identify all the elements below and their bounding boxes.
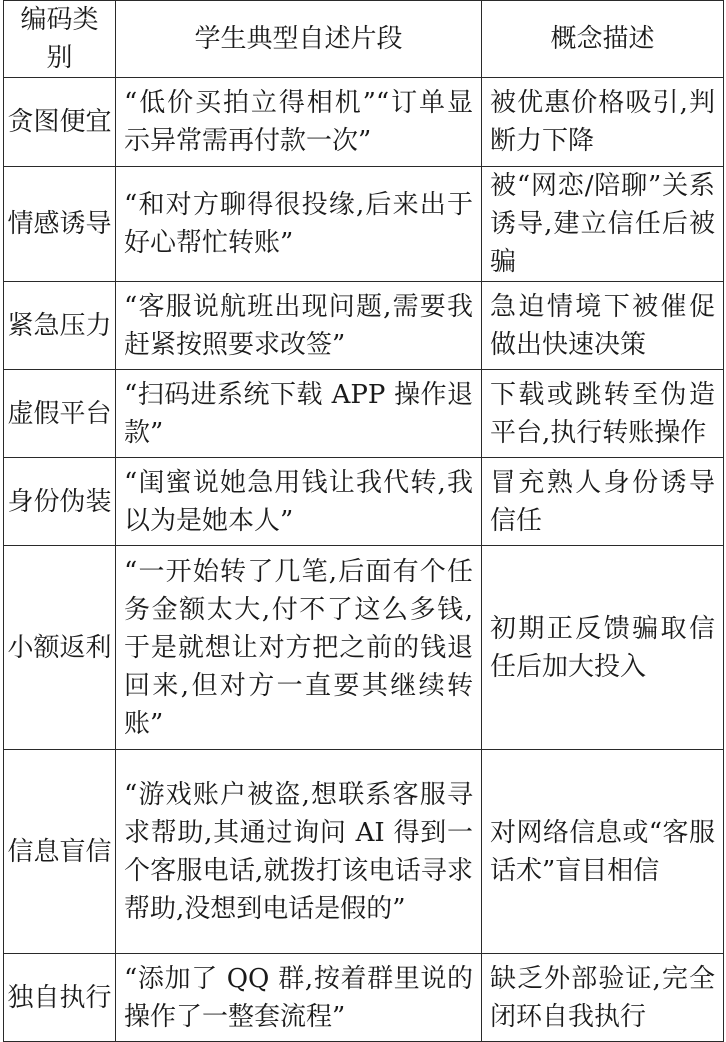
category-cell: 贪图便宜 bbox=[4, 78, 116, 167]
quote-cell: “低价买拍立得相机”“订单显示异常需再付款一次” bbox=[116, 78, 482, 167]
quote-cell: “扫码进系统下载 APP 操作退款” bbox=[116, 370, 482, 458]
category-cell: 身份伪装 bbox=[4, 458, 116, 546]
concept-cell: 下载或跳转至伪造平台,执行转账操作 bbox=[482, 370, 724, 458]
concept-cell: 被“网恋/陪聊”关系诱导,建立信任后被骗 bbox=[482, 167, 724, 282]
quote-cell: “闺蜜说她急用钱让我代转,我以为是她本人” bbox=[116, 458, 482, 546]
concept-cell: 初期正反馈骗取信任后加大投入 bbox=[482, 546, 724, 750]
quote-cell: “游戏账户被盗,想联系客服寻求帮助,其通过询问 AI 得到一个客服电话,就拨打该电话寻求帮助,没想到电话是假的” bbox=[116, 750, 482, 954]
table-row bbox=[4, 954, 724, 1042]
category-cell: 虚假平台 bbox=[4, 370, 116, 458]
quote-cell: “客服说航班出现问题,需要我赶紧按照要求改签” bbox=[116, 282, 482, 370]
category-cell: 独自执行 bbox=[4, 954, 116, 1042]
header-concept: 概念描述 bbox=[482, 1, 724, 78]
category-cell: 紧急压力 bbox=[4, 282, 116, 370]
header-quote: 学生典型自述片段 bbox=[116, 1, 482, 78]
concept-cell: 对网络信息或“客服话术”盲目相信 bbox=[482, 750, 724, 954]
table-row bbox=[4, 750, 724, 954]
table-row bbox=[4, 546, 724, 750]
quote-cell: “添加了 QQ 群,按着群里说的操作了一整套流程” bbox=[116, 954, 482, 1042]
concept-cell: 冒充熟人身份诱导信任 bbox=[482, 458, 724, 546]
table-row bbox=[4, 78, 724, 167]
concept-cell: 缺乏外部验证,完全闭环自我执行 bbox=[482, 954, 724, 1042]
table-row bbox=[4, 167, 724, 282]
quote-cell: “一开始转了几笔,后面有个任务金额太大,付不了这么多钱,于是就想让对方把之前的钱退回来,但对方一直要其继续转账” bbox=[116, 546, 482, 750]
concept-cell: 被优惠价格吸引,判断力下降 bbox=[482, 78, 724, 167]
header-category: 编码类别 bbox=[4, 1, 116, 78]
quote-cell: “和对方聊得很投缘,后来出于好心帮忙转账” bbox=[116, 167, 482, 282]
table-wrapper bbox=[3, 0, 724, 1042]
table-row bbox=[4, 370, 724, 458]
category-cell: 小额返利 bbox=[4, 546, 116, 750]
table-row bbox=[4, 458, 724, 546]
category-cell: 信息盲信 bbox=[4, 750, 116, 954]
table-row bbox=[4, 282, 724, 370]
coding-table bbox=[3, 0, 724, 1042]
category-cell: 情感诱导 bbox=[4, 167, 116, 282]
header-row bbox=[4, 1, 724, 78]
concept-cell: 急迫情境下被催促做出快速决策 bbox=[482, 282, 724, 370]
